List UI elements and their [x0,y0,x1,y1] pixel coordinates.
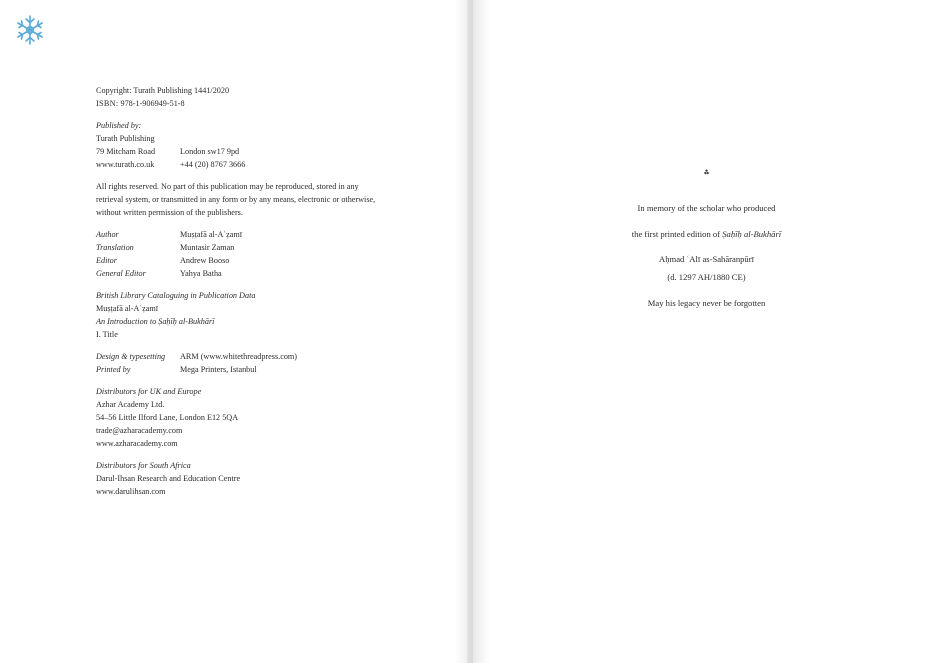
credit-row: Editor Andrew Booso [96,256,230,265]
cip-block: British Library Cataloguing in Publication Data Muṣṭafā al-Aʿẓamī An Introduction to Ṣaḥīḥ al-Bukhārī I. Title [96,291,256,339]
contact-row: www.turath.co.uk +44 (20) 8767 3666 [96,160,246,169]
production-block: Design & typesetting ARM (www.whitethreadpress.com) Printed by Mega Printers, Istanbul [96,352,298,374]
dedication-line-1: In memory of the scholar who produced [637,203,776,213]
dedication-closing: May his legacy never be forgotten [647,298,766,308]
credit-row: General Editor Yahya Batha [96,269,222,278]
credits-list [96,228,396,280]
distributor-sa: Distributors for South Africa Darul-Ihsan Research and Education Centre www.darulihsan.com [96,461,241,496]
left-page [0,0,467,663]
publisher-name: Turath Publishing [96,134,155,143]
copyright-block [96,84,396,507]
dedication-dates: (d. 1297 AH/1880 CE) [667,272,746,282]
ornament-icon: ؞ [702,168,711,183]
credit-row: Translation Muntasir Zaman [96,243,235,252]
right-page [473,0,940,663]
copyright-line: Copyright: Turath Publishing 1441/2020 [96,86,230,95]
published-by-label: Published by: [96,121,142,130]
distributor-uk: Distributors for UK and Europe Azhar Academy Ltd. 54–56 Little Ilford Lane, London E12 5QA trade@azharacademy.com www.azharacademy.com [96,387,239,448]
address-row: 79 Mitcham Road London sw17 9pd [96,147,240,156]
snowflake-logo-icon [14,14,46,46]
isbn-line: ISBN: 978-1-906949-51-8 [96,99,185,108]
rights-statement: All rights reserved. No part of this publication may be reproduced, stored in any retrieval system, or transmitted in any form or by any means, electronic or otherwise, without written permission of the publishers. [96,182,376,217]
dedication-scholar-name: Aḥmad ʿAlī as-Sahāranpūrī [659,254,754,264]
credit-row: Author Muṣṭafā al-Aʿẓamī [96,230,243,239]
dedication-line-2: the first printed edition of Ṣaḥīḥ al-Bukhārī [631,229,782,239]
